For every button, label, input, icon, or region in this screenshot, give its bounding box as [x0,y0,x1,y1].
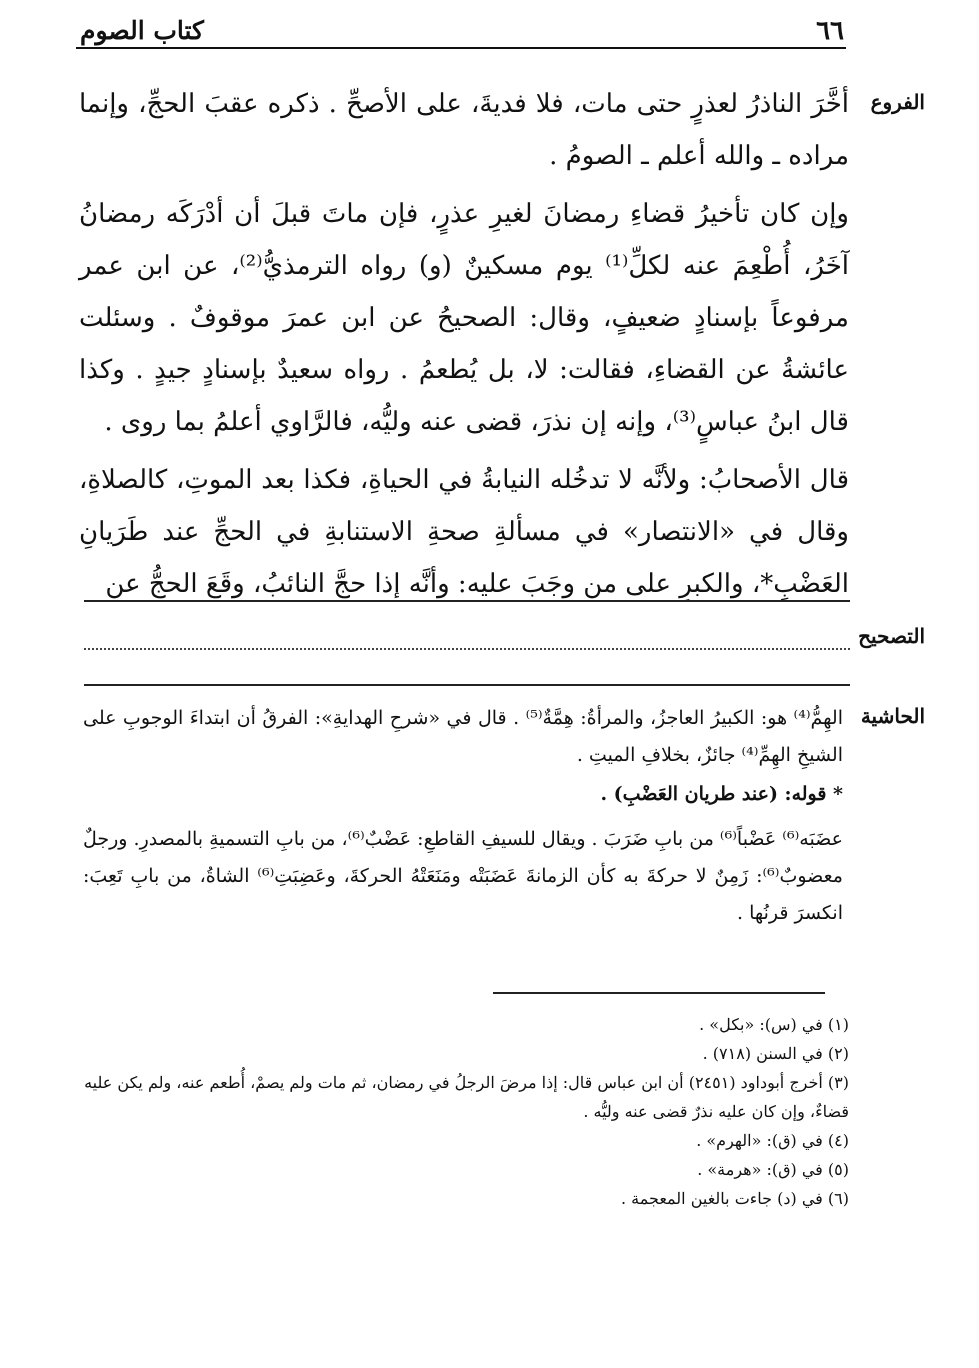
main-paragraph-1: أخَّرَ الناذرُ لعذرٍ حتى مات، فلا فديةَ، على الأصحِّ . ذكره عقبَ الحجِّ، وإنما مراده ـ والله أعلم ـ الصومُ . [79,89,849,171]
main-paragraph-3: قال الأصحابُ: ولأنَّه لا تدخُله النيابةُ في الحياةِ، فكذا بعد الموتِ، كالصلاةِ، وقال في «الانتصار» في مسألةِ صحةِ الاستنابةِ في الحجِّ عند طَرَيانِ العَضْبِ*، والكبرِ على من وجَبَ عليه: وأنَّه إذا حجَّ النائبُ، وقَعَ الحجُّ عن [79,465,849,599]
footnote-2: (٢) في السنن (٧١٨) . [702,1044,849,1063]
tashih-dotted-line [84,628,850,650]
main-text-rule [84,600,850,602]
footnotes [83,1010,849,1213]
book-title: كتاب الصوم [80,16,204,45]
page-header [76,10,848,48]
footnote-4: (٤) في (ق): «الهرم» . [696,1131,849,1150]
section-label-tashih: التصحيح [858,624,925,648]
main-paragraph-2: وإن كان تأخيرُ قضاءِ رمضانَ لغيرِ عذرٍ، فإن ماتَ قبلَ أن أدْرَكَه رمضانُ آخَرُ، أُطْعِمَ عنه لكلِّ⁽¹⁾ يوم مسكينٌ (و) رواه الترمذيُّ⁽²⁾، عن ابن عمر مرفوعاً بإسنادٍ ضعيفٍ، وقال: الصحيحُ عن ابن عمرَ موقوفٌ . وسئلت عائشةُ عن القضاءِ، فقالت: لا، بل يُطعمُ . رواه سعيدٌ بإسنادٍ جيدٍ . وكذا قال ابنُ عباسٍ⁽³⁾، وإنه إن نذرَ، قضى عنه وليُّه، فالرَّاوي أعلمُ بما روى . [79,199,849,437]
main-text [79,78,849,610]
page-number: ٦٦ [816,16,844,46]
footnote-1: (١) في (س): «بكل» . [699,1015,849,1034]
header-rule [76,47,846,49]
footnote-6: (٦) في (د) جاءت بالغين المعجمة . [620,1189,849,1208]
hashiya-paragraph-1: الهِمُّ⁽⁴⁾ هو: الكبيرُ العاجزُ، والمرأةُ: هِمَّةٌ⁽⁵⁾ . قال في «شرحِ الهدايةِ»: الفرقُ أن ابتداءَ الوجوبِ على الشيخِ الهِمِّ⁽⁴⁾ جائزٌ، بخلافِ الميتِ . [83,707,843,766]
footnote-3: (٣) أخرج أبوداود (٢٤٥١) أن ابن عباس قال: إذا مرضَ الرجلُ في رمضان، ثم مات ولم يصمْ، أُطعم عنه، ولم يكن عليه قضاءٌ، وإن كان عليه نذرٌ قضى عنه وليُّه . [84,1073,849,1121]
tashih-rule [84,684,850,686]
hashiya-heading: * قوله: (عند طريان العَضْبِ) . [600,783,843,805]
hashiya-text [83,700,843,932]
hashiya-paragraph-2: عضَبَه⁽⁶⁾ عَضْباً⁽⁶⁾ من بابِ ضَرَبَ . ويقال للسيفِ القاطعِ: عَضْبٌ⁽⁶⁾، من بابِ التسميةِ بالمصدرِ. ورجلٌ معضوبٌ⁽⁶⁾: زَمِنٌ لا حركةَ به كأن الزمانةَ عَضَبَتْه ومَنَعَتْهُ الحركةَ، وعَضِبَتِ⁽⁶⁾ الشاةُ، من بابِ تَعِبَ: انكسرَ قرنُها . [83,828,843,924]
footnote-5: (٥) في (ق): «هرمة» . [697,1160,849,1179]
section-label-hashiya: الحاشية [860,704,925,728]
footnote-rule [493,992,825,994]
section-label-furu: الفروع [870,90,925,114]
